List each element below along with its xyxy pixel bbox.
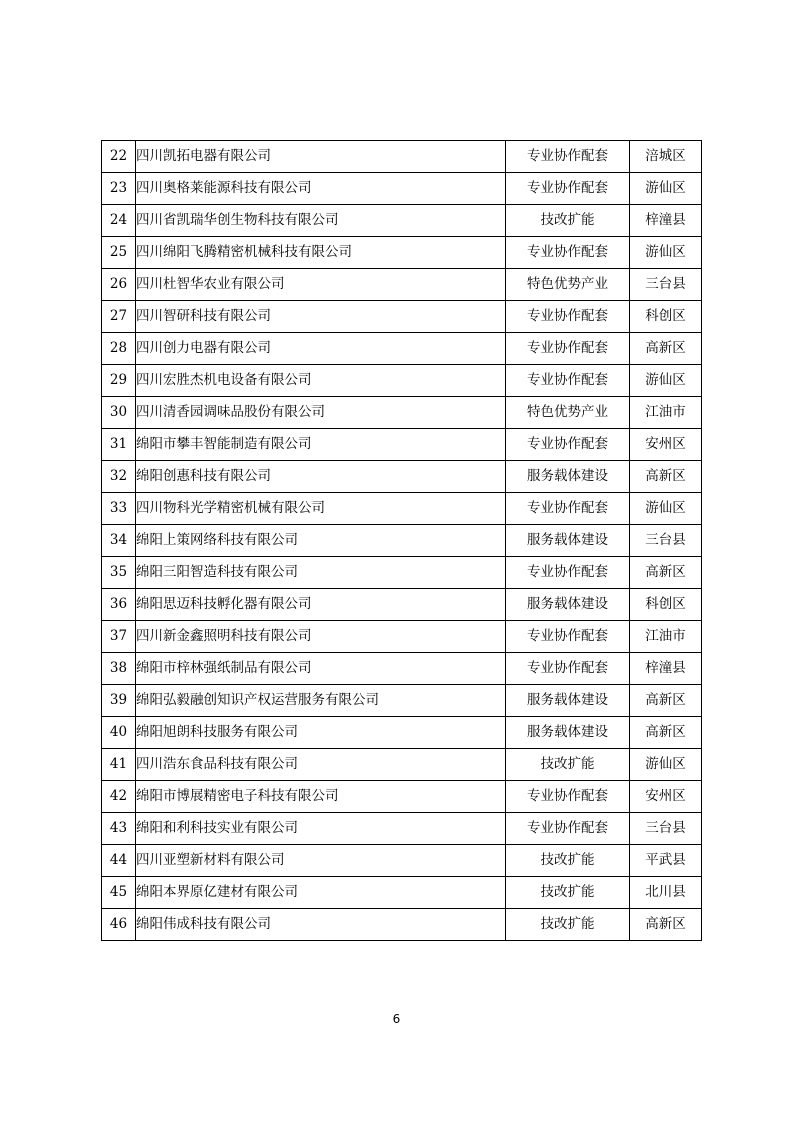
district: 江油市 (630, 621, 702, 653)
district: 游仙区 (630, 749, 702, 781)
district: 游仙区 (630, 493, 702, 525)
category: 服务载体建设 (506, 461, 630, 493)
company-name: 绵阳伟成科技有限公司 (136, 909, 506, 941)
company-name: 绵阳创惠科技有限公司 (136, 461, 506, 493)
category: 专业协作配套 (506, 621, 630, 653)
district: 游仙区 (630, 237, 702, 269)
table-row (102, 653, 702, 685)
company-name: 四川凯拓电器有限公司 (136, 141, 506, 173)
row-number: 39 (102, 685, 136, 717)
category: 技改扩能 (506, 877, 630, 909)
row-number: 22 (102, 141, 136, 173)
district: 高新区 (630, 909, 702, 941)
row-number: 32 (102, 461, 136, 493)
row-number: 29 (102, 365, 136, 397)
table-row (102, 397, 702, 429)
category: 技改扩能 (506, 845, 630, 877)
company-name: 绵阳本界原亿建材有限公司 (136, 877, 506, 909)
row-number: 45 (102, 877, 136, 909)
table-row (102, 621, 702, 653)
table-row (102, 205, 702, 237)
company-name: 四川绵阳飞腾精密机械科技有限公司 (136, 237, 506, 269)
district: 科创区 (630, 589, 702, 621)
table-row (102, 269, 702, 301)
row-number: 38 (102, 653, 136, 685)
category: 技改扩能 (506, 909, 630, 941)
row-number: 41 (102, 749, 136, 781)
table-row (102, 717, 702, 749)
company-name: 四川省凯瑞华创生物科技有限公司 (136, 205, 506, 237)
company-name: 四川清香园调味品股份有限公司 (136, 397, 506, 429)
category: 专业协作配套 (506, 493, 630, 525)
category: 专业协作配套 (506, 237, 630, 269)
category: 专业协作配套 (506, 365, 630, 397)
company-name: 绵阳和利科技实业有限公司 (136, 813, 506, 845)
table-row (102, 845, 702, 877)
row-number: 30 (102, 397, 136, 429)
company-name: 绵阳思迈科技孵化器有限公司 (136, 589, 506, 621)
row-number: 24 (102, 205, 136, 237)
category: 专业协作配套 (506, 781, 630, 813)
row-number: 33 (102, 493, 136, 525)
row-number: 31 (102, 429, 136, 461)
district: 江油市 (630, 397, 702, 429)
company-name: 四川智研科技有限公司 (136, 301, 506, 333)
table-row (102, 173, 702, 205)
district: 高新区 (630, 557, 702, 589)
row-number: 28 (102, 333, 136, 365)
category: 专业协作配套 (506, 813, 630, 845)
company-name: 绵阳旭朗科技服务有限公司 (136, 717, 506, 749)
row-number: 44 (102, 845, 136, 877)
district: 涪城区 (630, 141, 702, 173)
district: 高新区 (630, 461, 702, 493)
company-name: 绵阳上策网络科技有限公司 (136, 525, 506, 557)
table-row (102, 493, 702, 525)
category: 特色优势产业 (506, 269, 630, 301)
table-row (102, 909, 702, 941)
company-name: 四川浩东食品科技有限公司 (136, 749, 506, 781)
category: 服务载体建设 (506, 717, 630, 749)
row-number: 43 (102, 813, 136, 845)
category: 服务载体建设 (506, 685, 630, 717)
table-row (102, 589, 702, 621)
company-name: 四川宏胜杰机电设备有限公司 (136, 365, 506, 397)
category: 服务载体建设 (506, 525, 630, 557)
company-name: 绵阳市攀丰智能制造有限公司 (136, 429, 506, 461)
table-row (102, 525, 702, 557)
table-row (102, 557, 702, 589)
row-number: 36 (102, 589, 136, 621)
category: 技改扩能 (506, 749, 630, 781)
row-number: 40 (102, 717, 136, 749)
category: 专业协作配套 (506, 173, 630, 205)
table-row (102, 333, 702, 365)
enterprise-table (101, 140, 702, 941)
table-row (102, 685, 702, 717)
company-name: 四川新金鑫照明科技有限公司 (136, 621, 506, 653)
district: 高新区 (630, 717, 702, 749)
district: 高新区 (630, 333, 702, 365)
table-row (102, 365, 702, 397)
table-row (102, 749, 702, 781)
row-number: 46 (102, 909, 136, 941)
company-name: 四川亚塑新材料有限公司 (136, 845, 506, 877)
district: 三台县 (630, 813, 702, 845)
table-row (102, 461, 702, 493)
district: 三台县 (630, 269, 702, 301)
company-name: 四川创力电器有限公司 (136, 333, 506, 365)
district: 安州区 (630, 429, 702, 461)
category: 技改扩能 (506, 205, 630, 237)
row-number: 42 (102, 781, 136, 813)
row-number: 34 (102, 525, 136, 557)
district: 游仙区 (630, 173, 702, 205)
district: 高新区 (630, 685, 702, 717)
category: 服务载体建设 (506, 589, 630, 621)
district: 平武县 (630, 845, 702, 877)
district: 游仙区 (630, 365, 702, 397)
row-number: 26 (102, 269, 136, 301)
district: 梓潼县 (630, 653, 702, 685)
category: 专业协作配套 (506, 333, 630, 365)
company-name: 绵阳弘毅融创知识产权运营服务有限公司 (136, 685, 506, 717)
district: 科创区 (630, 301, 702, 333)
district: 梓潼县 (630, 205, 702, 237)
category: 专业协作配套 (506, 557, 630, 589)
category: 专业协作配套 (506, 429, 630, 461)
company-name: 绵阳市博展精密电子科技有限公司 (136, 781, 506, 813)
category: 专业协作配套 (506, 653, 630, 685)
company-name: 四川杜智华农业有限公司 (136, 269, 506, 301)
district: 三台县 (630, 525, 702, 557)
table-row (102, 141, 702, 173)
row-number: 25 (102, 237, 136, 269)
row-number: 27 (102, 301, 136, 333)
enterprise-table-body (102, 141, 702, 941)
company-name: 四川物科光学精密机械有限公司 (136, 493, 506, 525)
district: 北川县 (630, 877, 702, 909)
table-row (102, 301, 702, 333)
table-row (102, 237, 702, 269)
category: 专业协作配套 (506, 141, 630, 173)
company-name: 绵阳市梓林强纸制品有限公司 (136, 653, 506, 685)
table-row (102, 813, 702, 845)
row-number: 23 (102, 173, 136, 205)
district: 安州区 (630, 781, 702, 813)
table-row (102, 429, 702, 461)
company-name: 四川奥格莱能源科技有限公司 (136, 173, 506, 205)
company-name: 绵阳三阳智造科技有限公司 (136, 557, 506, 589)
table-row (102, 877, 702, 909)
row-number: 37 (102, 621, 136, 653)
table-row (102, 781, 702, 813)
category: 特色优势产业 (506, 397, 630, 429)
category: 专业协作配套 (506, 301, 630, 333)
page-number: 6 (392, 1012, 401, 1026)
row-number: 35 (102, 557, 136, 589)
